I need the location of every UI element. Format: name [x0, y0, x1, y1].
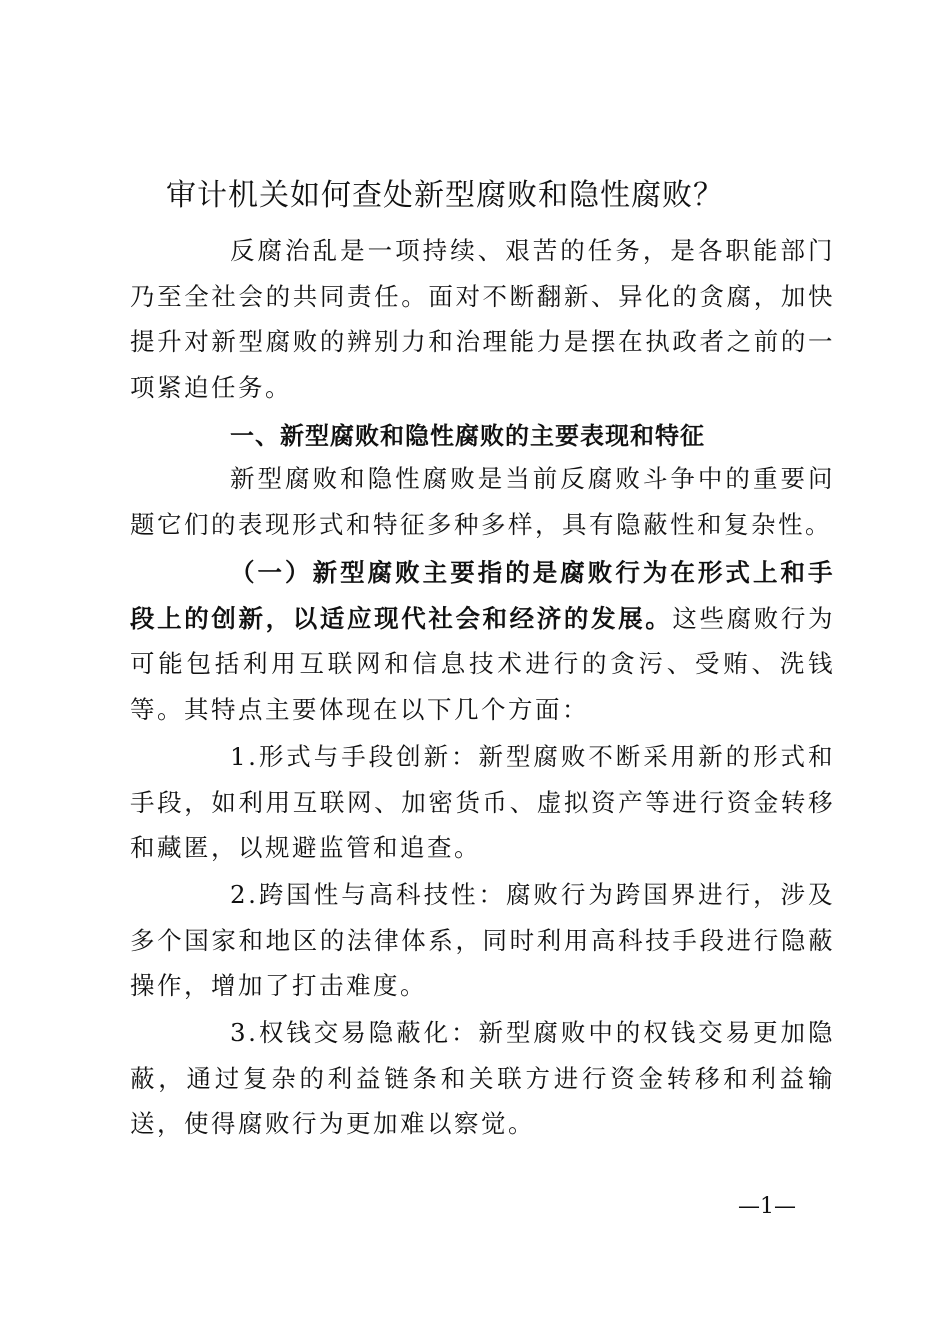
section-heading: 一、新型腐败和隐性腐败的主要表现和特征 [230, 422, 705, 450]
list-item: 1.形式与手段创新：新型腐败不断采用新的形式和手段，如利用互联网、加密货币、虚拟资产等进行资金转移和藏匿，以规避监管和追查。 [130, 742, 835, 862]
subsection-body: 这些腐败行为可能包括利用互联网和信息技术进行的贪污、受贿、洗钱等。其特点主要体现在以下几个方面： [130, 603, 836, 724]
subsection-paragraph [130, 550, 835, 732]
list-item: 3.权钱交易隐蔽化：新型腐败中的权钱交易更加隐蔽，通过复杂的利益链条和关联方进行资金转移和利益输送，使得腐败行为更加难以察觉。 [130, 1018, 835, 1138]
intro-paragraph: 反腐治乱是一项持续、艰苦的任务，是各职能部门乃至全社会的共同责任。面对不断翻新、异化的贪腐，加快提升对新型腐败的辨别力和治理能力是摆在执政者之前的一项紧迫任务。 [130, 236, 835, 402]
section-intro-paragraph: 新型腐败和隐性腐败是当前反腐败斗争中的重要问题它们的表现形式和特征多种多样，具有隐蔽性和复杂性。 [130, 464, 835, 539]
document-title: 审计机关如何查处新型腐败和隐性腐败？ [166, 178, 724, 213]
page-number: —1— [738, 1194, 796, 1219]
list-item: 2.跨国性与高科技性：腐败行为跨国界进行，涉及多个国家和地区的法律体系，同时利用高科技手段进行隐蔽操作，增加了打击难度。 [130, 880, 835, 1000]
subsection-lead: （一）新型腐败主要指的是腐败行为在形式上和手段上的创新，以适应现代社会和经济的发展。 [130, 558, 835, 633]
